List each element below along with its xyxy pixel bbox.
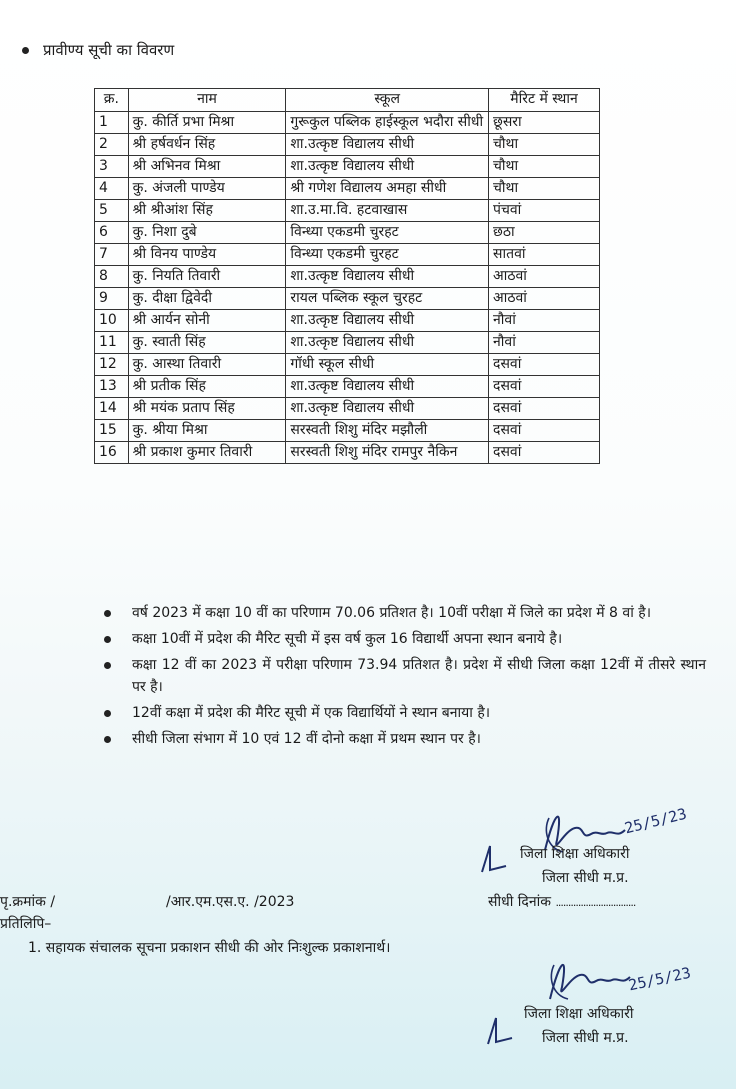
cell-school: शा.उत्कृष्ट विद्यालय सीधी [286, 310, 489, 332]
cell-school: शा.उ.मा.वि. हटवाखास [286, 200, 489, 222]
table-row [95, 156, 600, 178]
col-serial: क्र. [95, 89, 129, 112]
cell-serial: 1 [95, 112, 129, 134]
table-row [95, 112, 600, 134]
signature-block-2 [524, 1002, 634, 1050]
officer-title-2: जिला शिक्षा अधिकारी [524, 1006, 634, 1022]
cell-name: कु. नियति तिवारी [128, 266, 286, 288]
signature-date-1: 25/5/23 [622, 804, 689, 838]
summary-point: 12वीं कक्षा में प्रदेश की मैरिट सूची में एक विद्यार्थियों ने स्थान बनाया है। [96, 702, 706, 724]
ref-suffix: /आर.एम.एस.ए. /2023 [166, 894, 295, 910]
cell-name: श्री प्रकाश कुमार तिवारी [128, 442, 286, 464]
cell-school: शा.उत्कृष्ट विद्यालय सीधी [286, 398, 489, 420]
cell-name: कु. अंजली पाण्डेय [128, 178, 286, 200]
cell-school: शा.उत्कृष्ट विद्यालय सीधी [286, 332, 489, 354]
signature-date-2: 25/5/23 [626, 963, 693, 995]
cell-rank: दसवां [489, 376, 600, 398]
bullet-icon [22, 47, 29, 54]
cell-serial: 8 [95, 266, 129, 288]
cell-school: शा.उत्कृष्ट विद्यालय सीधी [286, 376, 489, 398]
table-row [95, 178, 600, 200]
cell-rank: पंचवां [489, 200, 600, 222]
cell-rank: आठवां [489, 288, 600, 310]
cell-school: शा.उत्कृष्ट विद्यालय सीधी [286, 266, 489, 288]
table-row [95, 288, 600, 310]
cell-serial: 16 [95, 442, 129, 464]
table-row [95, 376, 600, 398]
summary-point: कक्षा 10वीं में प्रदेश की मैरिट सूची में इस वर्ष कुल 16 विद्यार्थी अपना स्थान बनाये है। [96, 628, 706, 650]
cell-school: सरस्वती शिशु मंदिर रामपुर नैकिन [286, 442, 489, 464]
cell-name: कु. निशा दुबे [128, 222, 286, 244]
table-row [95, 134, 600, 156]
cell-school: गुरूकुल पब्लिक हाईस्कूल भदौरा सीधी [286, 112, 489, 134]
cell-serial: 15 [95, 420, 129, 442]
table-row [95, 310, 600, 332]
cell-school: विन्ध्या एकडमी चुरहट [286, 222, 489, 244]
cell-serial: 4 [95, 178, 129, 200]
cell-school: गॉधी स्कूल सीधी [286, 354, 489, 376]
cell-serial: 7 [95, 244, 129, 266]
summary-point: सीधी जिला संभाग में 10 एवं 12 वीं दोनो कक्षा में प्रथम स्थान पर है। [96, 728, 706, 750]
heading-text: प्रावीण्य सूची का विवरण [43, 41, 175, 59]
cell-serial: 6 [95, 222, 129, 244]
table-body [95, 112, 600, 464]
date-blank: ................................ [555, 896, 636, 909]
col-name: नाम [128, 89, 286, 112]
cell-rank: दसवां [489, 354, 600, 376]
cell-name: श्री श्रीआंश सिंह [128, 200, 286, 222]
cell-name: श्री विनय पाण्डेय [128, 244, 286, 266]
table-row [95, 442, 600, 464]
officer-office-2: जिला सीधी म.प्र. [542, 1030, 629, 1046]
cell-name: कु. आस्था तिवारी [128, 354, 286, 376]
cell-serial: 2 [95, 134, 129, 156]
col-rank: मैरिट में स्थान [489, 89, 600, 112]
table-row [95, 266, 600, 288]
cell-rank: छूसरा [489, 112, 600, 134]
table-row [95, 354, 600, 376]
summary-point: वर्ष 2023 में कक्षा 10 वीं का परिणाम 70.06 प्रतिशत है। 10वीं परीक्षा में जिले का प्रदेश में 8 वां है। [96, 602, 706, 624]
cell-rank: दसवां [489, 442, 600, 464]
cell-serial: 11 [95, 332, 129, 354]
cell-rank: नौवां [489, 332, 600, 354]
table-row [95, 222, 600, 244]
officer-title-1: जिला शिक्षा अधिकारी [520, 846, 630, 862]
cell-rank: दसवां [489, 420, 600, 442]
cell-rank: छठा [489, 222, 600, 244]
cell-serial: 9 [95, 288, 129, 310]
officer-office-1: जिला सीधी म.प्र. [542, 870, 629, 886]
cell-name: कु. कीर्ति प्रभा मिश्रा [128, 112, 286, 134]
initial-mark-2 [482, 1012, 518, 1048]
cell-school: रायल पब्लिक स्कूल चुरहट [286, 288, 489, 310]
ref-prefix: पृ.क्रमांक / [0, 894, 56, 910]
table-row [95, 332, 600, 354]
cell-school: विन्ध्या एकडमी चुरहट [286, 244, 489, 266]
copy-item: 1. सहायक संचालक सूचना प्रकाशन सीधी की ओर निःशुल्क प्रकाशनार्थ। [28, 940, 391, 956]
signature-block-1 [520, 842, 630, 890]
cell-rank: सातवां [489, 244, 600, 266]
cell-school: शा.उत्कृष्ट विद्यालय सीधी [286, 134, 489, 156]
cell-name: कु. स्वाती सिंह [128, 332, 286, 354]
cell-name: श्री हर्षवर्धन सिंह [128, 134, 286, 156]
cell-serial: 13 [95, 376, 129, 398]
table-row [95, 420, 600, 442]
summary-point: कक्षा 12 वीं का 2023 में परीक्षा परिणाम 73.94 प्रतिशत है। प्रदेश में सीधी जिला कक्षा 12वीं में तीसरे स्थान पर है। [96, 654, 706, 698]
section-heading [22, 40, 174, 60]
cell-serial: 10 [95, 310, 129, 332]
cell-name: श्री मयंक प्रताप सिंह [128, 398, 286, 420]
merit-table [94, 88, 600, 464]
place-date [488, 892, 635, 911]
table-row [95, 200, 600, 222]
initial-mark-1 [476, 840, 512, 876]
cell-name: श्री प्रतीक सिंह [128, 376, 286, 398]
table-row [95, 244, 600, 266]
table-header-row [95, 89, 600, 112]
cell-name: श्री अभिनव मिश्रा [128, 156, 286, 178]
place-date-label: सीधी दिनांक [488, 894, 551, 910]
cell-rank: चौथा [489, 134, 600, 156]
cell-name: कु. श्रीया मिश्रा [128, 420, 286, 442]
cell-rank: नौवां [489, 310, 600, 332]
col-school: स्कूल [286, 89, 489, 112]
cell-school: श्री गणेश विद्यालय अमहा सीधी [286, 178, 489, 200]
summary-points [96, 602, 706, 754]
cell-rank: आठवां [489, 266, 600, 288]
table-row [95, 398, 600, 420]
cell-rank: चौथा [489, 156, 600, 178]
copy-label: प्रतिलिपि– [0, 916, 52, 932]
cell-serial: 3 [95, 156, 129, 178]
cell-name: श्री आर्यन सोनी [128, 310, 286, 332]
cell-serial: 5 [95, 200, 129, 222]
cell-school: शा.उत्कृष्ट विद्यालय सीधी [286, 156, 489, 178]
cell-rank: दसवां [489, 398, 600, 420]
cell-school: सरस्वती शिशु मंदिर मझौली [286, 420, 489, 442]
cell-rank: चौथा [489, 178, 600, 200]
cell-name: कु. दीक्षा द्विवेदी [128, 288, 286, 310]
cell-serial: 12 [95, 354, 129, 376]
cell-serial: 14 [95, 398, 129, 420]
